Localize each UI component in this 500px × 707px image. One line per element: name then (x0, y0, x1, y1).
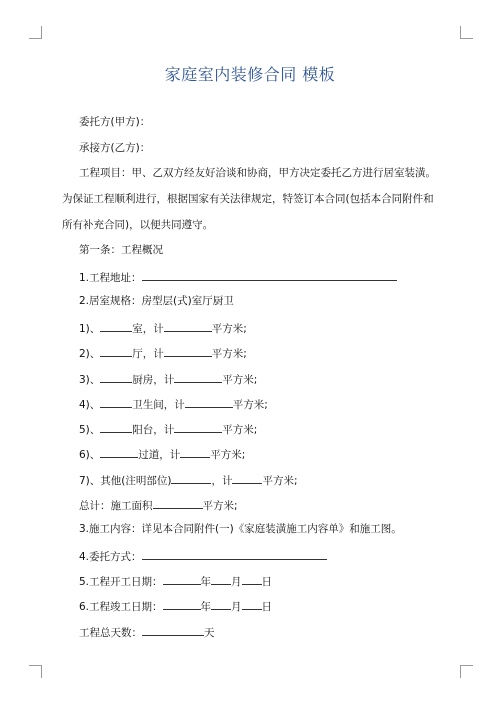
start-month-blank[interactable] (211, 573, 231, 585)
construction-content-line: 3.施工内容：详见本合同附件(一)《家庭装潢施工内容单》和施工图。 (79, 523, 402, 535)
year-label: 年 (200, 576, 212, 588)
room-count-label: ，计 (142, 323, 164, 335)
room-name: 厨房 (132, 374, 154, 386)
total-unit: 平方米; (202, 500, 238, 512)
room-name: 卫生间 (132, 399, 164, 411)
end-month-blank[interactable] (211, 598, 231, 610)
crop-mark-top-right (460, 26, 473, 39)
room-number: 2)、 (79, 348, 101, 360)
room-line-1 (79, 320, 247, 336)
entrust-blank[interactable] (142, 548, 327, 560)
entrust-method-line (79, 548, 327, 564)
document-title: 家庭室内装修合同 模板 (164, 65, 336, 84)
end-year-blank[interactable] (163, 598, 201, 610)
room-qty-blank[interactable] (100, 320, 132, 332)
room-area-blank[interactable] (164, 345, 212, 357)
room-count-label: ，计 (153, 424, 175, 436)
other-count-label: ，计 (211, 475, 233, 487)
crop-mark-bottom-left (29, 665, 42, 678)
room-name: 室 (132, 323, 143, 335)
total-label: 总计：施工面积 (79, 500, 153, 512)
room-count-label: ，计 (142, 348, 164, 360)
article-1-heading: 第一条：工程概况 (79, 244, 163, 256)
project-intro-paragraph: 工程项目：甲、乙双方经友好洽谈和协商，甲方决定委托乙方进行居室装潢。为保证工程顺利进行，根据国家有关法律规定，特签订本合同(包括本合同附件和所有补充合同)，以便共同遵守。 (62, 167, 436, 231)
address-line (79, 269, 397, 285)
room-qty-blank[interactable] (100, 446, 138, 458)
room-qty-blank[interactable] (100, 421, 132, 433)
total-area-line (79, 497, 238, 513)
room-count-label: ，计 (163, 399, 185, 411)
room-line-5 (79, 421, 257, 437)
crop-mark-bottom-right (460, 665, 473, 678)
room-line-3 (79, 371, 257, 387)
year-label: 年 (200, 601, 212, 613)
room-qty-blank[interactable] (100, 371, 132, 383)
end-day-blank[interactable] (242, 598, 262, 610)
room-name: 厅 (132, 348, 143, 360)
total-days-blank[interactable] (142, 624, 204, 636)
room-area-blank[interactable] (174, 421, 222, 433)
total-area-blank[interactable] (153, 497, 203, 509)
room-area-blank[interactable] (164, 320, 212, 332)
room-count-label: ，计 (153, 374, 175, 386)
other-area-blank[interactable] (232, 472, 262, 484)
start-year-blank[interactable] (163, 573, 201, 585)
other-part-blank[interactable] (171, 472, 211, 484)
month-label: 月 (231, 576, 242, 588)
room-unit: 平方米; (211, 323, 247, 335)
room-unit: 平方米; (222, 424, 258, 436)
total-days-line (79, 624, 215, 640)
room-number: 4)、 (79, 399, 101, 411)
party-a-line: 委托方(甲方)： (79, 116, 151, 128)
room-line-2 (79, 345, 247, 361)
end-date-line (79, 598, 272, 614)
room-count-label: ，计 (159, 449, 181, 461)
month-label: 月 (231, 601, 242, 613)
address-blank[interactable] (142, 269, 397, 281)
end-date-label: 6.工程竣工日期： (79, 601, 163, 613)
days-unit: 天 (204, 627, 215, 639)
day-label: 日 (261, 601, 273, 613)
room-area-blank[interactable] (180, 446, 210, 458)
room-number: 5)、 (79, 424, 101, 436)
start-date-label: 5.工程开工日期： (79, 576, 163, 588)
entrust-label: 4.委托方式： (79, 551, 142, 563)
room-name: 过道 (138, 449, 160, 461)
room-unit: 平方米; (232, 399, 268, 411)
room-name: 阳台 (132, 424, 154, 436)
room-line-6 (79, 446, 245, 462)
start-date-line (79, 573, 272, 589)
room-qty-blank[interactable] (100, 396, 132, 408)
day-label: 日 (261, 576, 273, 588)
room-area-blank[interactable] (185, 396, 233, 408)
address-label: 1.工程地址： (79, 272, 142, 284)
other-unit: 平方米; (262, 475, 298, 487)
room-area-blank[interactable] (174, 371, 222, 383)
total-days-label: 工程总天数： (79, 627, 142, 639)
other-label: 7)、其他(注明部位) (79, 475, 172, 487)
layout-line: 2.居室规格：房型层(式)室厅厨卫 (79, 295, 234, 307)
room-unit: 平方米; (211, 348, 247, 360)
room-line-4 (79, 396, 268, 412)
room-number: 6)、 (79, 449, 101, 461)
room-qty-blank[interactable] (100, 345, 132, 357)
other-room-line (79, 472, 298, 488)
room-number: 3)、 (79, 374, 101, 386)
room-number: 1)、 (79, 323, 101, 335)
start-day-blank[interactable] (242, 573, 262, 585)
crop-mark-top-left (29, 26, 42, 39)
room-unit: 平方米; (210, 449, 246, 461)
room-unit: 平方米; (222, 374, 258, 386)
party-b-line: 承接方(乙方)： (79, 142, 151, 154)
